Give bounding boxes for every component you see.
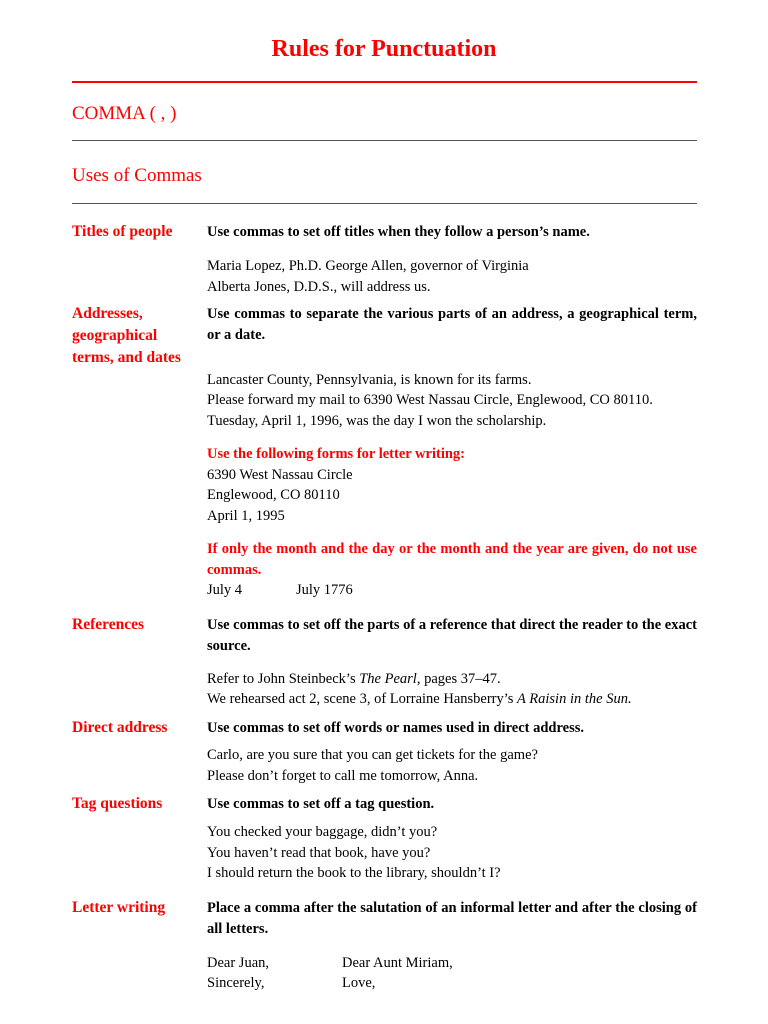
letter-forms-note: Use the following forms for letter writing: (207, 446, 465, 462)
example-line: I should return the book to the library, shouldn’t I? (207, 865, 501, 881)
example-line: 6390 West Nassau Circle (207, 467, 353, 483)
rule-tag-questions: Use commas to set off a tag question. (207, 796, 435, 812)
example-line: You checked your baggage, didn’t you? (207, 824, 438, 840)
section-divider (72, 140, 697, 141)
label-tag-questions: Tag questions (72, 795, 163, 812)
example-line: July 1776 (296, 582, 353, 598)
example-text: We rehearsed act 2, scene 3, of Lorraine Hansberry’s (207, 691, 518, 707)
example-line: Sincerely, (207, 975, 265, 991)
rule-addresses: Use commas to separate the various parts of an address, a geographical term, or a date. (207, 306, 697, 343)
example-line: April 1, 1995 (207, 508, 285, 524)
rule-letter-writing: Place a comma after the salutation of an informal letter and after the closing of all letters. (207, 900, 697, 937)
play-title: A Raisin in the Sun. (517, 691, 632, 707)
page-title: Rules for Punctuation (271, 36, 497, 62)
example-line (207, 669, 501, 689)
example-line: Englewood, CO 80110 (207, 487, 340, 503)
example-line: Alberta Jones, D.D.S., will address us. (207, 279, 431, 295)
example-line: Lancaster County, Pennsylvania, is known for its farms. (207, 372, 532, 388)
label-letter-writing: Letter writing (72, 899, 166, 916)
rule-titles-of-people: Use commas to set off titles when they follow a person’s name. (207, 224, 590, 240)
rule-direct-address: Use commas to set off words or names used in direct address. (207, 720, 584, 736)
section-heading: COMMA ( , ) (72, 103, 177, 124)
example-line: Maria Lopez, Ph.D. George Allen, governor of Virginia (207, 258, 529, 274)
label-references: References (72, 616, 145, 633)
book-title: The Pearl, (359, 671, 421, 687)
subsection-divider (72, 203, 697, 204)
example-line: Please forward my mail to 6390 West Nassau Circle, Englewood, CO 80110. (207, 392, 653, 408)
example-line (207, 689, 632, 709)
example-line: Love, (342, 975, 376, 991)
example-line: Dear Juan, (207, 955, 270, 971)
example-line: Tuesday, April 1, 1996, was the day I won the scholarship. (207, 413, 547, 429)
label-direct-address: Direct address (72, 719, 168, 736)
example-line: Dear Aunt Miriam, (342, 955, 453, 971)
example-line: July 4 (207, 582, 243, 598)
title-divider (72, 81, 697, 83)
example-line: Carlo, are you sure that you can get tickets for the game? (207, 747, 538, 763)
example-line: Please don’t forget to call me tomorrow, Anna. (207, 768, 479, 784)
month-year-note: If only the month and the day or the month and the year are given, do not use commas. (207, 541, 697, 578)
example-line: You haven’t read that book, have you? (207, 845, 431, 861)
example-text: pages 37–47. (420, 671, 501, 687)
example-text: Refer to John Steinbeck’s (207, 671, 360, 687)
label-addresses: Addresses, geographical terms, and dates (72, 305, 181, 366)
label-titles-of-people: Titles of people (72, 223, 173, 240)
rule-references: Use commas to set off the parts of a reference that direct the reader to the exact source. (207, 617, 697, 654)
subsection-heading: Uses of Commas (72, 165, 202, 186)
